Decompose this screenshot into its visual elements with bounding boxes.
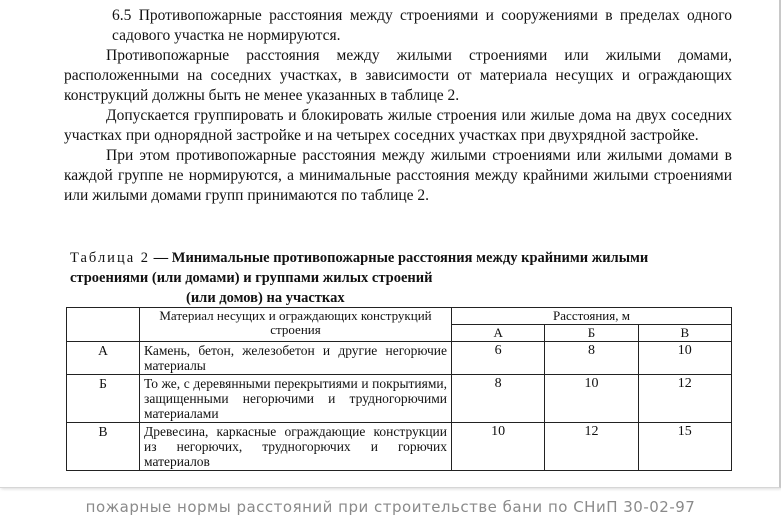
row-value-a: 8 [452,375,545,423]
row-code: Б [67,375,140,423]
column-header-v: В [638,325,731,342]
header-material: Материал несущих и ограждающих конструкций строения [140,308,452,342]
row-material: То же, с деревянными перекрытиями и покрытиями, защищенными негорючими и трудногорючими материалами [140,375,452,423]
row-code: В [67,423,140,471]
paragraph-6-5: 6.5 Противопожарные расстояния между строениями и сооружениями в пределах одного садового участка не нормируются. [112,7,732,44]
document-body [64,6,732,206]
row-value-a: 10 [452,423,545,471]
table-header-row [67,308,732,325]
row-code: А [67,342,140,375]
paragraph-grouping: Допускается группировать и блокировать жилые строения или жилые дома на двух соседних участках при однорядной застройке и на четырех соседних участках при двухрядной застройке. [64,107,732,144]
table-row [67,375,732,423]
image-caption: пожарные нормы расстояний при строительстве бани по СНиП 30-02-97 [85,498,696,516]
table-caption-title: Минимальные противопожарные расстояния между крайними жилыми строениями (или домами) и группами жилых строений [70,250,649,286]
paragraph-distances: Противопожарные расстояния между жилыми строениями или жилыми домами, расположенными на соседних участках, в зависимости от материала несущих и ограждающих конструкций должны быть не менее указанных в таблице 2. [64,47,732,104]
table-caption-title-line2: (или домов) на участках [186,290,345,306]
row-value-v: 15 [638,423,731,471]
row-value-b: 12 [545,423,638,471]
column-header-a: А [452,325,545,342]
table-caption [70,248,730,308]
distances-table [66,307,732,471]
table-row [67,423,732,471]
row-value-v: 12 [638,375,731,423]
table-caption-dash: — [150,250,172,266]
row-material: Камень, бетон, железобетон и другие негорючие материалы [140,342,452,375]
table-row [67,342,732,375]
row-value-v: 10 [638,342,731,375]
header-code-cell [67,308,140,342]
row-material: Древесина, каркасные ограждающие конструкции из негорючих, трудногорючих и горючих материалов [140,423,452,471]
paragraph-group-distances: При этом противопожарные расстояния между жилыми строениями или жилыми домами в каждой группе не нормируются, а минимальные расстояния между крайними жилыми строениями или жилыми домами групп принимаются по таблице 2. [64,147,732,204]
row-value-a: 6 [452,342,545,375]
row-value-b: 10 [545,375,638,423]
header-distances: Расстояния, м [452,308,732,325]
table-caption-label: Таблица 2 [70,250,151,266]
row-value-b: 8 [545,342,638,375]
column-header-b: Б [545,325,638,342]
